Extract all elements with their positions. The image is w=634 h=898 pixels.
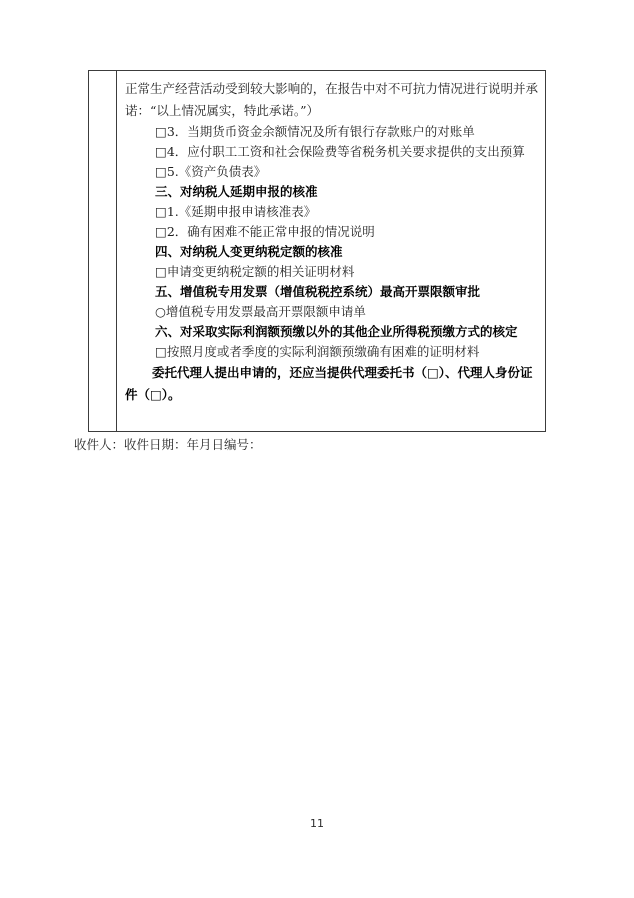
checkbox-icon: □: [155, 124, 167, 139]
checklist-item-label: 增值税专用发票最高开票限额申请单: [165, 304, 366, 319]
checkbox-icon: □: [155, 164, 167, 179]
checklist-item-label: 按照月度或者季度的实际利润额预缴确有困难的证明材料: [166, 344, 480, 359]
agent-authorization-note: 委托代理人提出申请的，还应当提供代理委托书（□）、代理人身份证件（□）。: [125, 365, 533, 402]
circle-bullet-icon: ○: [155, 304, 166, 319]
checklist-item-label: 申请变更纳税定额的相关证明材料: [166, 264, 355, 279]
checklist-item-deferred-1: [125, 202, 538, 222]
checklist-item-label: 4．应付职工工资和社会保险费等省税务机关要求提供的支出预算: [166, 144, 525, 159]
checklist-item-deferred-2: [125, 222, 538, 242]
table-row-header-column: [89, 71, 117, 431]
force-majeure-continuation-note: 正常生产经营活动受到较大影响的，在报告中对不可抗力情况进行说明并承诺：“以上情况属实，特此承诺。”）: [125, 81, 538, 118]
attachment-checklist-table: [88, 70, 546, 432]
checkbox-icon: □: [155, 224, 167, 239]
section-heading-income-tax-prepayment: 六、对采取实际利润额预缴以外的其他企业所得税预缴方式的核定: [155, 324, 518, 339]
checklist-item-5: [125, 162, 538, 182]
checklist-item-income-tax-prepayment: [125, 342, 538, 362]
checkbox-icon: □: [155, 344, 167, 359]
checklist-item-label: 5.《资产负债表》: [166, 164, 267, 179]
checkbox-icon: □: [155, 144, 167, 159]
checkbox-icon: □: [155, 264, 167, 279]
checklist-item-4: [125, 142, 538, 162]
checklist-item-vat-invoice-limit: [125, 302, 538, 322]
section-heading-quota-change: 四、对纳税人变更纳税定额的核准: [155, 244, 343, 259]
receipt-footer-line: 收件人：收件日期：年月日编号：: [74, 437, 262, 452]
checklist-item-label: 3．当期货币资金余额情况及所有银行存款账户的对账单: [166, 124, 475, 139]
checkbox-icon: □: [155, 204, 167, 219]
checklist-item-3: [125, 122, 538, 142]
section-heading-vat-invoice-limit: 五、增值税专用发票（增值税税控系统）最高开票限额审批: [155, 284, 481, 299]
checklist-item-label: 1.《延期申报申请核准表》: [166, 204, 317, 219]
checklist-item-quota-change: [125, 262, 538, 282]
checklist-item-label: 2．确有困难不能正常申报的情况说明: [166, 224, 375, 239]
page-number: 11: [310, 817, 324, 830]
section-heading-deferred-filing: 三、对纳税人延期申报的核准: [155, 184, 318, 199]
table-content-cell: [117, 71, 545, 431]
